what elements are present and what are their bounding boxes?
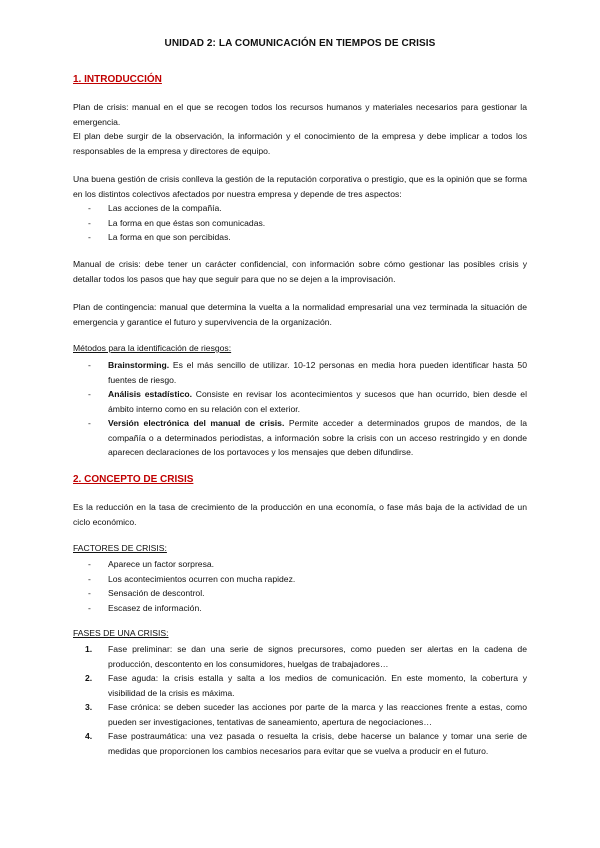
paragraph-plan-contingencia: Plan de contingencia: manual que determina la vuelta a la normalidad empresarial una vez terminada la situación de emergencia y garantice el futuro y supervivencia de la organización. (73, 302, 527, 327)
list-item (73, 601, 527, 616)
paragraph-plan-crisis: Plan de crisis: manual en el que se recogen todos los recursos humanos y materiales necesarios para gestionar la emergencia. (73, 102, 527, 127)
list-item (73, 557, 527, 572)
list-item (73, 387, 527, 416)
list-item-text: Fase crónica: se deben suceder las acciones por parte de la marca y las reacciones frente a estas, como pueden ser investigaciones, tentativas de saneamiento, apertura de negociaciones… (108, 702, 527, 727)
list-item-text: Los acontecimientos ocurren con mucha rapidez. (108, 573, 296, 584)
bullet-mark: - (88, 232, 91, 242)
list-item (73, 729, 527, 758)
factores-list (73, 557, 527, 615)
aspectos-list (73, 201, 527, 245)
bullet-mark: - (88, 559, 91, 569)
bullet-mark: - (88, 217, 91, 228)
bullet-mark: - (88, 418, 91, 428)
list-item-text: Aparece un factor sorpresa. (108, 559, 215, 569)
bullet-mark: - (88, 602, 91, 613)
bullet-mark: - (88, 389, 91, 399)
paragraph-plan-crisis-2: El plan debe surgir de la observación, la información y el conocimiento de la empresa y debe implicar a todos los responsables de la empresa y directores de equipo. (73, 131, 527, 156)
bullet-mark: - (88, 573, 91, 584)
list-item (73, 201, 527, 216)
list-item-text: Sensación de descontrol. (108, 588, 205, 598)
bullet-mark: - (88, 588, 91, 598)
list-item (73, 671, 527, 700)
method-name: Versión electrónica del manual de crisis. (108, 418, 285, 428)
list-item (73, 230, 527, 245)
list-number: 3. (85, 702, 93, 712)
paragraph-buena-gestion: Una buena gestión de crisis conlleva la gestión de la reputación corporativa o prestigio, que es la opinión que se forma en los distintos colectivos afectados por nuestra empresa y depende de tres aspectos: (73, 174, 527, 199)
list-number: 2. (85, 673, 93, 683)
fases-heading: FASES DE UNA CRISIS: (73, 628, 169, 638)
list-item (73, 700, 527, 729)
method-description: Consiste en revisar los acontecimientos y sucesos que han ocurrido, bien desde el ámbito interno como en su relación con el exterior. (108, 389, 527, 414)
method-description: Permite acceder a determinados grupos de mandos, de la compañía o a determinados periodistas, a información sobre la crisis con un acceso restringido y en donde aparecen declaraciones de los portavoces y los mensajes que deben difundirse. (108, 418, 527, 457)
paragraph-manual-crisis: Manual de crisis: debe tener un carácter confidencial, con información sobre cómo gestionar las posibles crisis y detallar todos los pasos que hay que seguir para que no se dejen a la improvisación. (73, 259, 527, 284)
list-item (73, 358, 527, 387)
paragraph-definicion: Es la reducción en la tasa de crecimiento de la producción en una economía, o fase más baja de la actividad de un ciclo económico. (73, 502, 527, 527)
list-item-text: Las acciones de la compañía. (108, 203, 222, 213)
list-number: 1. (85, 644, 93, 654)
list-item (73, 216, 527, 231)
list-item-text: Fase preliminar: se dan una serie de signos precursores, como pueden ser alertas en la cadena de producción, descontento en los consumidores, huelgas de trabajadores… (108, 644, 527, 669)
list-item (73, 416, 527, 460)
section-heading-concepto: 2. CONCEPTO DE CRISIS (73, 474, 194, 485)
method-name: Brainstorming. (108, 360, 170, 370)
list-item-text: Fase postraumática: una vez pasada o resuelta la crisis, debe hacerse un balance y tomar una serie de medidas que proporcionen los cambios necesarios para evitar que se vuelva a producir en el futuro. (108, 731, 527, 756)
factores-heading: FACTORES DE CRISIS: (73, 543, 167, 553)
section-heading-introduccion: 1. INTRODUCCIÓN (73, 74, 162, 85)
list-item (73, 642, 527, 671)
bullet-mark: - (88, 360, 91, 370)
list-item-text: Escasez de información. (108, 602, 202, 613)
method-name: Análisis estadístico. (108, 389, 192, 399)
list-item-text: La forma en que son percibidas. (108, 232, 231, 242)
list-item-text: La forma en que éstas son comunicadas. (108, 217, 266, 228)
document-title: UNIDAD 2: LA COMUNICACIÓN EN TIEMPOS DE CRISIS (164, 38, 436, 49)
metodos-heading: Métodos para la identificación de riesgos: (73, 343, 232, 353)
method-description: Es el más sencillo de utilizar. 10-12 personas en media hora pueden identificar hasta 50 fuentes de riesgo. (108, 360, 527, 385)
bullet-mark: - (88, 203, 91, 213)
fases-list (73, 642, 527, 758)
list-number: 4. (85, 731, 93, 741)
metodos-list (73, 358, 527, 460)
list-item (73, 586, 527, 601)
list-item (73, 572, 527, 587)
list-item-text: Fase aguda: la crisis estalla y salta a los medios de comunicación. En este momento, la cobertura y visibilidad de la crisis es máxima. (108, 673, 527, 698)
